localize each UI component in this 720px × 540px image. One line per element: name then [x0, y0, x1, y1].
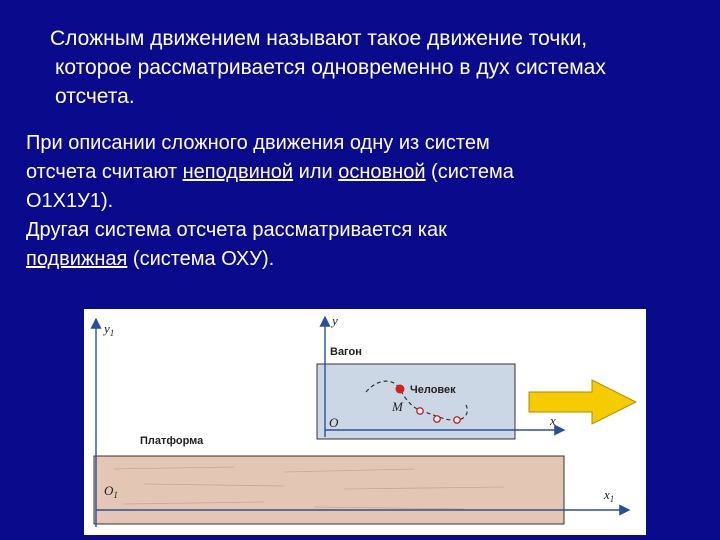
y1-axis-label: $y_1$: [104, 321, 115, 338]
explanation-line-4: Другая система отсчета рассматривается как: [26, 219, 447, 241]
term-moving: подвижная: [26, 248, 128, 270]
person-point: [396, 385, 405, 394]
origin-o1-label: $O_1$: [104, 483, 118, 500]
explanation-line-2a: отсчета считают: [26, 161, 183, 183]
origin-o-label: O: [329, 415, 339, 430]
platform-label: Платформа: [140, 435, 204, 447]
explanation-line-2c: или: [293, 161, 339, 183]
definition-line-2: которое рассматривается одновременно в дух системах: [55, 56, 606, 79]
wagon-label: Вагон: [330, 346, 362, 358]
person-label: Человек: [410, 384, 456, 396]
motion-diagram-svg: [84, 309, 646, 535]
definition-line-1: Сложным движением называют такое движение точки,: [50, 27, 588, 50]
point-m-label: M: [392, 399, 403, 414]
x-axis-label: x: [550, 413, 556, 428]
definition-line-3: отсчета.: [55, 85, 135, 108]
direction-arrow: [529, 380, 636, 424]
explanation-line-2e: (система: [425, 161, 514, 183]
wagon-rect: [317, 364, 515, 439]
trajectory-point-1: [417, 408, 423, 414]
explanation-line-5b: (система ОХУ).: [127, 248, 275, 270]
explanation-line-1: При описании сложного движения одну из систем: [26, 132, 490, 154]
term-main: основной: [338, 161, 426, 183]
motion-diagram: [84, 309, 646, 535]
y-axis-label: y: [332, 313, 338, 328]
trajectory-point-2: [434, 416, 440, 422]
definition-paragraph: [50, 24, 606, 111]
platform-rect: [94, 456, 564, 524]
x1-axis-label: $x_1$: [604, 487, 615, 504]
trajectory-point-3: [454, 417, 460, 423]
explanation-paragraph: [26, 129, 706, 274]
explanation-line-3: О1Х1У1).: [26, 190, 114, 212]
term-fixed: неподвиной: [182, 161, 294, 183]
